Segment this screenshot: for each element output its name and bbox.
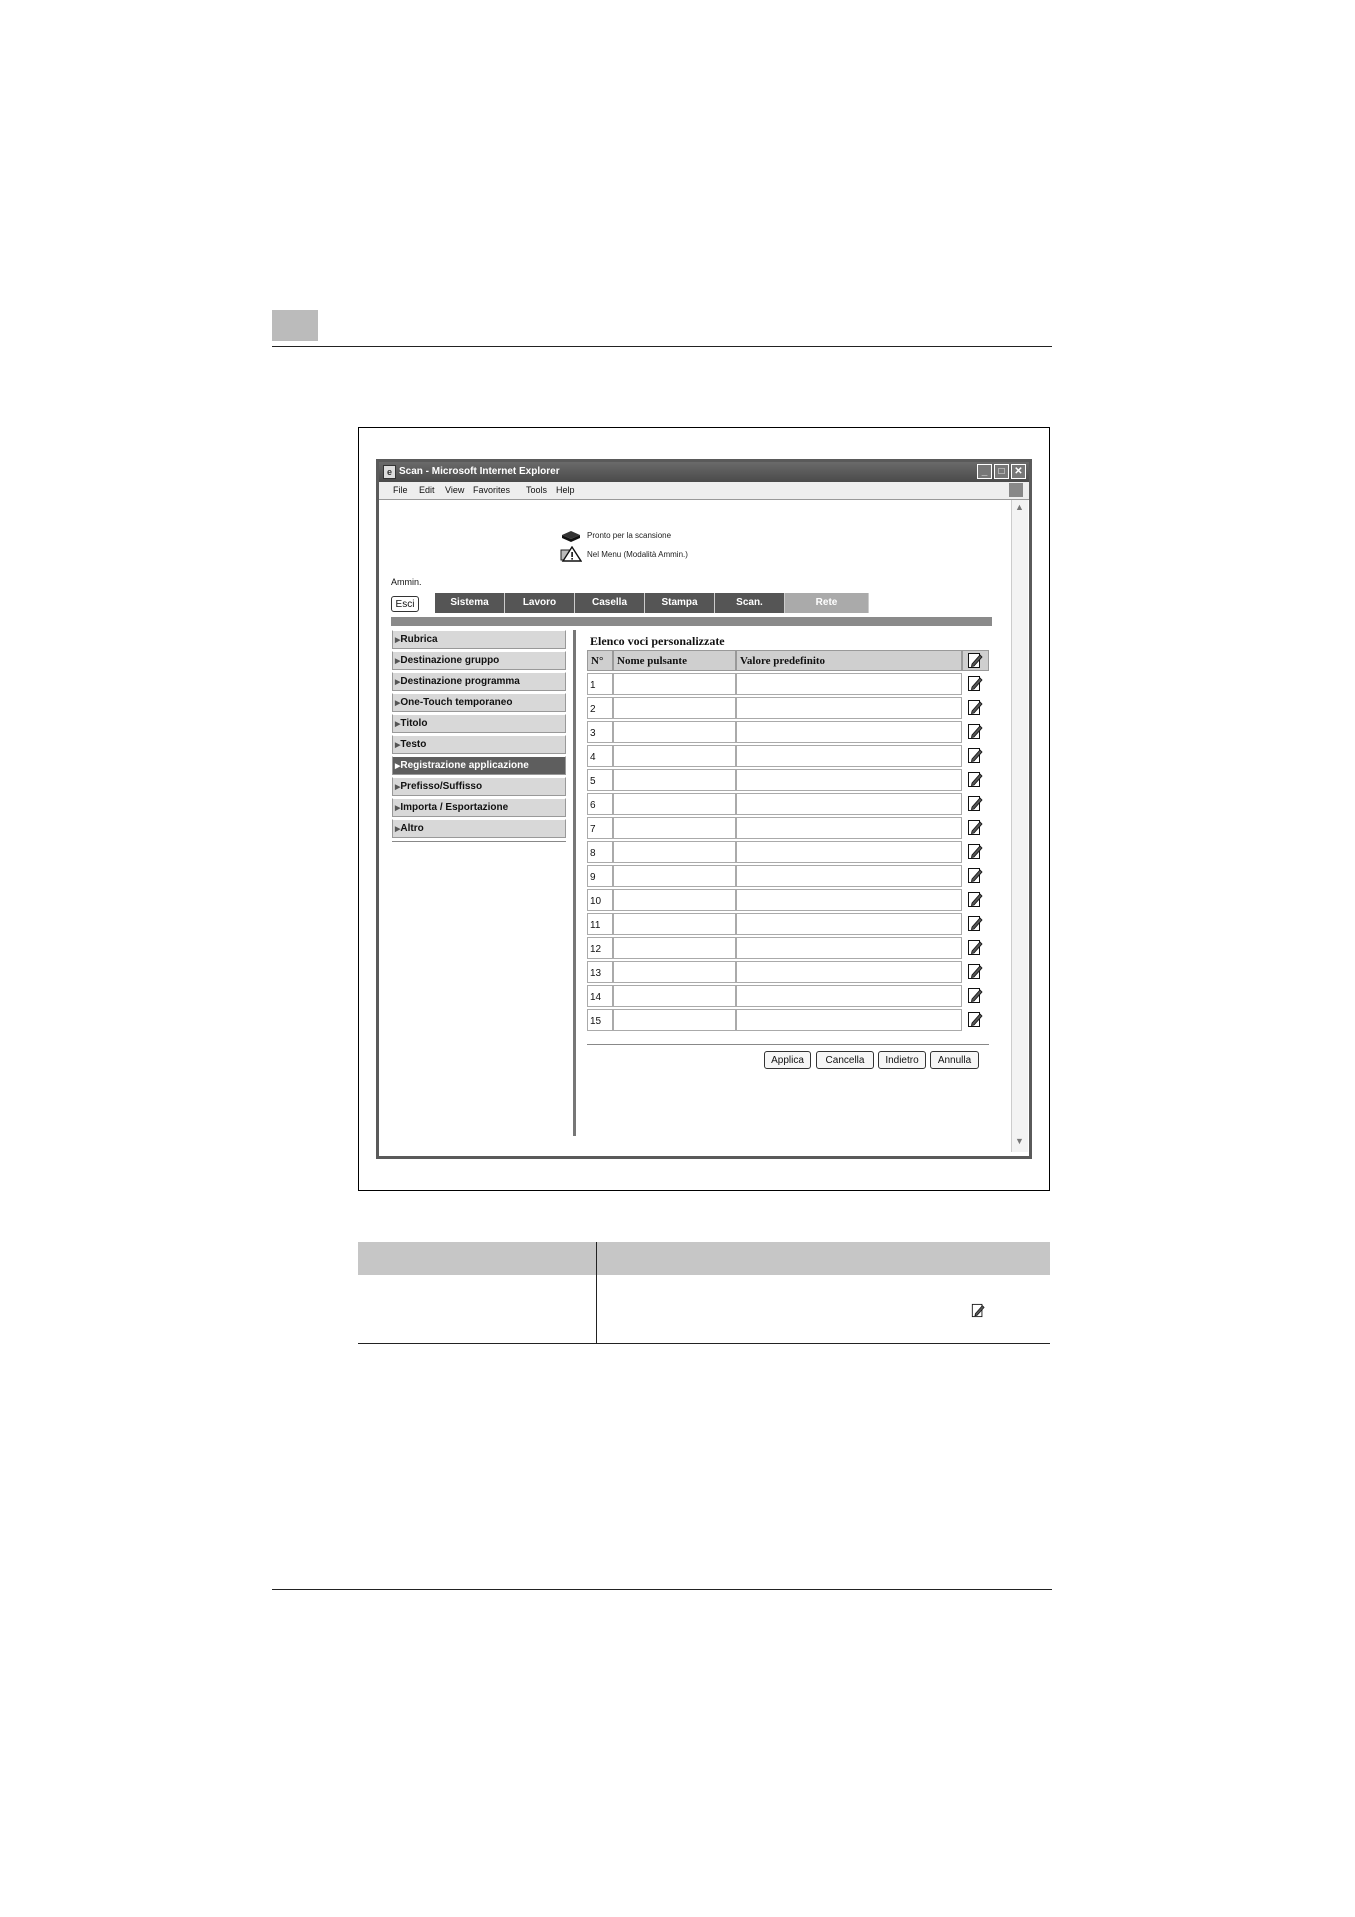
warning-icon — [560, 546, 582, 562]
edit-icon[interactable] — [967, 747, 983, 764]
tab-sistema[interactable]: Sistema — [435, 593, 505, 613]
row-number: 5 — [587, 769, 613, 791]
default-value-cell — [736, 865, 962, 887]
col-number: N° — [587, 650, 613, 671]
edit-icon[interactable] — [967, 819, 983, 836]
status-admin-mode: Nel Menu (Modalità Ammin.) — [587, 550, 688, 559]
button-name-cell — [613, 745, 736, 767]
button-name-cell — [613, 889, 736, 911]
maximize-icon[interactable]: □ — [994, 464, 1009, 479]
status-ready: Pronto per la scansione — [587, 531, 672, 540]
button-name-cell — [613, 913, 736, 935]
tab-rete[interactable]: Rete — [785, 593, 869, 613]
apply-button[interactable]: Applica — [764, 1051, 811, 1069]
default-value-cell — [736, 817, 962, 839]
window-title: Scan - Microsoft Internet Explorer — [399, 466, 560, 477]
row-number: 7 — [587, 817, 613, 839]
menu-edit[interactable]: Edit — [419, 485, 435, 495]
col-button-name: Nome pulsante — [613, 650, 736, 671]
scroll-up-icon[interactable]: ▲ — [1015, 502, 1024, 512]
minimize-icon[interactable]: _ — [977, 464, 992, 479]
default-value-cell — [736, 1009, 962, 1031]
row-number: 14 — [587, 985, 613, 1007]
doc-table-bottom-rule — [358, 1343, 1050, 1344]
page-title: Elenco voci personalizzate — [590, 634, 725, 648]
chapter-marker — [272, 310, 318, 341]
edit-icon[interactable] — [967, 699, 983, 716]
tab-stampa[interactable]: Stampa — [645, 593, 715, 613]
button-name-cell — [613, 841, 736, 863]
row-number: 8 — [587, 841, 613, 863]
sidebar-item-registrazione-applicazione[interactable]: ▶Registrazione applicazione — [392, 756, 566, 775]
user-label: Ammin. — [391, 577, 422, 587]
row-number: 11 — [587, 913, 613, 935]
menu-help[interactable]: Help — [556, 485, 575, 495]
menu-view[interactable]: View — [445, 485, 465, 495]
edit-icon[interactable] — [967, 867, 983, 884]
tab-lavoro[interactable]: Lavoro — [505, 593, 575, 613]
col-default-value: Valore predefinito — [736, 650, 962, 671]
windows-logo-icon — [1009, 483, 1023, 497]
close-icon[interactable]: ✕ — [1011, 464, 1026, 479]
row-number: 2 — [587, 697, 613, 719]
edit-icon[interactable] — [967, 963, 983, 980]
edit-icon — [967, 652, 983, 669]
button-name-cell — [613, 673, 736, 695]
button-name-cell — [613, 769, 736, 791]
sidebar-item-destinazione-gruppo[interactable]: ▶Destinazione gruppo — [392, 651, 566, 670]
vertical-scrollbar[interactable] — [1011, 500, 1028, 1152]
default-value-cell — [736, 889, 962, 911]
menu-file[interactable]: File — [393, 485, 408, 495]
button-name-cell — [613, 985, 736, 1007]
sidebar-item-testo[interactable]: ▶Testo — [392, 735, 566, 754]
default-value-cell — [736, 913, 962, 935]
table-bottom-rule — [587, 1044, 989, 1045]
default-value-cell — [736, 673, 962, 695]
scanner-icon — [560, 528, 582, 544]
row-number: 3 — [587, 721, 613, 743]
edit-icon[interactable] — [967, 675, 983, 692]
default-value-cell — [736, 769, 962, 791]
edit-icon[interactable] — [967, 939, 983, 956]
sidebar-item-titolo[interactable]: ▶Titolo — [392, 714, 566, 733]
header-rule — [272, 346, 1052, 347]
default-value-cell — [736, 697, 962, 719]
sidebar-bottom-rule — [392, 841, 566, 842]
default-value-cell — [736, 961, 962, 983]
clear-button[interactable]: Cancella — [816, 1051, 874, 1069]
button-name-cell — [613, 937, 736, 959]
button-name-cell — [613, 1009, 736, 1031]
default-value-cell — [736, 841, 962, 863]
row-number: 15 — [587, 1009, 613, 1031]
menu-bar — [379, 482, 1029, 500]
tab-scan[interactable]: Scan. — [715, 593, 785, 613]
default-value-cell — [736, 745, 962, 767]
edit-icon[interactable] — [967, 843, 983, 860]
title-bar — [379, 462, 1029, 482]
edit-icon[interactable] — [967, 795, 983, 812]
scroll-down-icon[interactable]: ▼ — [1015, 1136, 1024, 1146]
row-number: 10 — [587, 889, 613, 911]
default-value-cell — [736, 937, 962, 959]
row-number: 6 — [587, 793, 613, 815]
header-divider-bar — [391, 617, 992, 626]
edit-icon[interactable] — [967, 723, 983, 740]
browser-icon: e — [383, 465, 396, 479]
sidebar-item-altro[interactable]: ▶Altro — [392, 819, 566, 838]
default-value-cell — [736, 985, 962, 1007]
edit-icon[interactable] — [967, 771, 983, 788]
button-name-cell — [613, 865, 736, 887]
default-value-cell — [736, 721, 962, 743]
button-name-cell — [613, 721, 736, 743]
logout-button[interactable]: Esci — [391, 596, 419, 612]
row-number: 1 — [587, 673, 613, 695]
menu-favorites[interactable]: Favorites — [473, 485, 511, 495]
default-value-cell — [736, 793, 962, 815]
sidebar-item-importa-esportazione[interactable]: ▶Importa / Esportazione — [392, 798, 566, 817]
menu-tools[interactable]: Tools — [526, 485, 548, 495]
button-name-cell — [613, 793, 736, 815]
tab-casella[interactable]: Casella — [575, 593, 645, 613]
sidebar-item-destinazione-programma[interactable]: ▶Destinazione programma — [392, 672, 566, 691]
row-number: 12 — [587, 937, 613, 959]
doc-table-column-rule — [596, 1242, 597, 1344]
button-name-cell — [613, 817, 736, 839]
button-name-cell — [613, 697, 736, 719]
cancel-button[interactable]: Annulla — [930, 1051, 979, 1069]
doc-table-header — [358, 1242, 1050, 1275]
edit-icon[interactable] — [967, 915, 983, 932]
edit-icon[interactable] — [967, 891, 983, 908]
edit-icon — [971, 1303, 985, 1318]
sidebar-item-prefisso-suffisso[interactable]: ▶Prefisso/Suffisso — [392, 777, 566, 796]
row-number: 13 — [587, 961, 613, 983]
button-name-cell — [613, 961, 736, 983]
row-number: 9 — [587, 865, 613, 887]
sidebar-item-one-touch[interactable]: ▶One-Touch temporaneo — [392, 693, 566, 712]
sidebar-item-rubrica[interactable]: ▶Rubrica — [392, 630, 566, 649]
browser-window — [376, 459, 1032, 1159]
back-button[interactable]: Indietro — [878, 1051, 926, 1069]
edit-icon[interactable] — [967, 1011, 983, 1028]
content-divider — [573, 630, 576, 1136]
footer-rule — [272, 1589, 1052, 1590]
row-number: 4 — [587, 745, 613, 767]
edit-icon[interactable] — [967, 987, 983, 1004]
